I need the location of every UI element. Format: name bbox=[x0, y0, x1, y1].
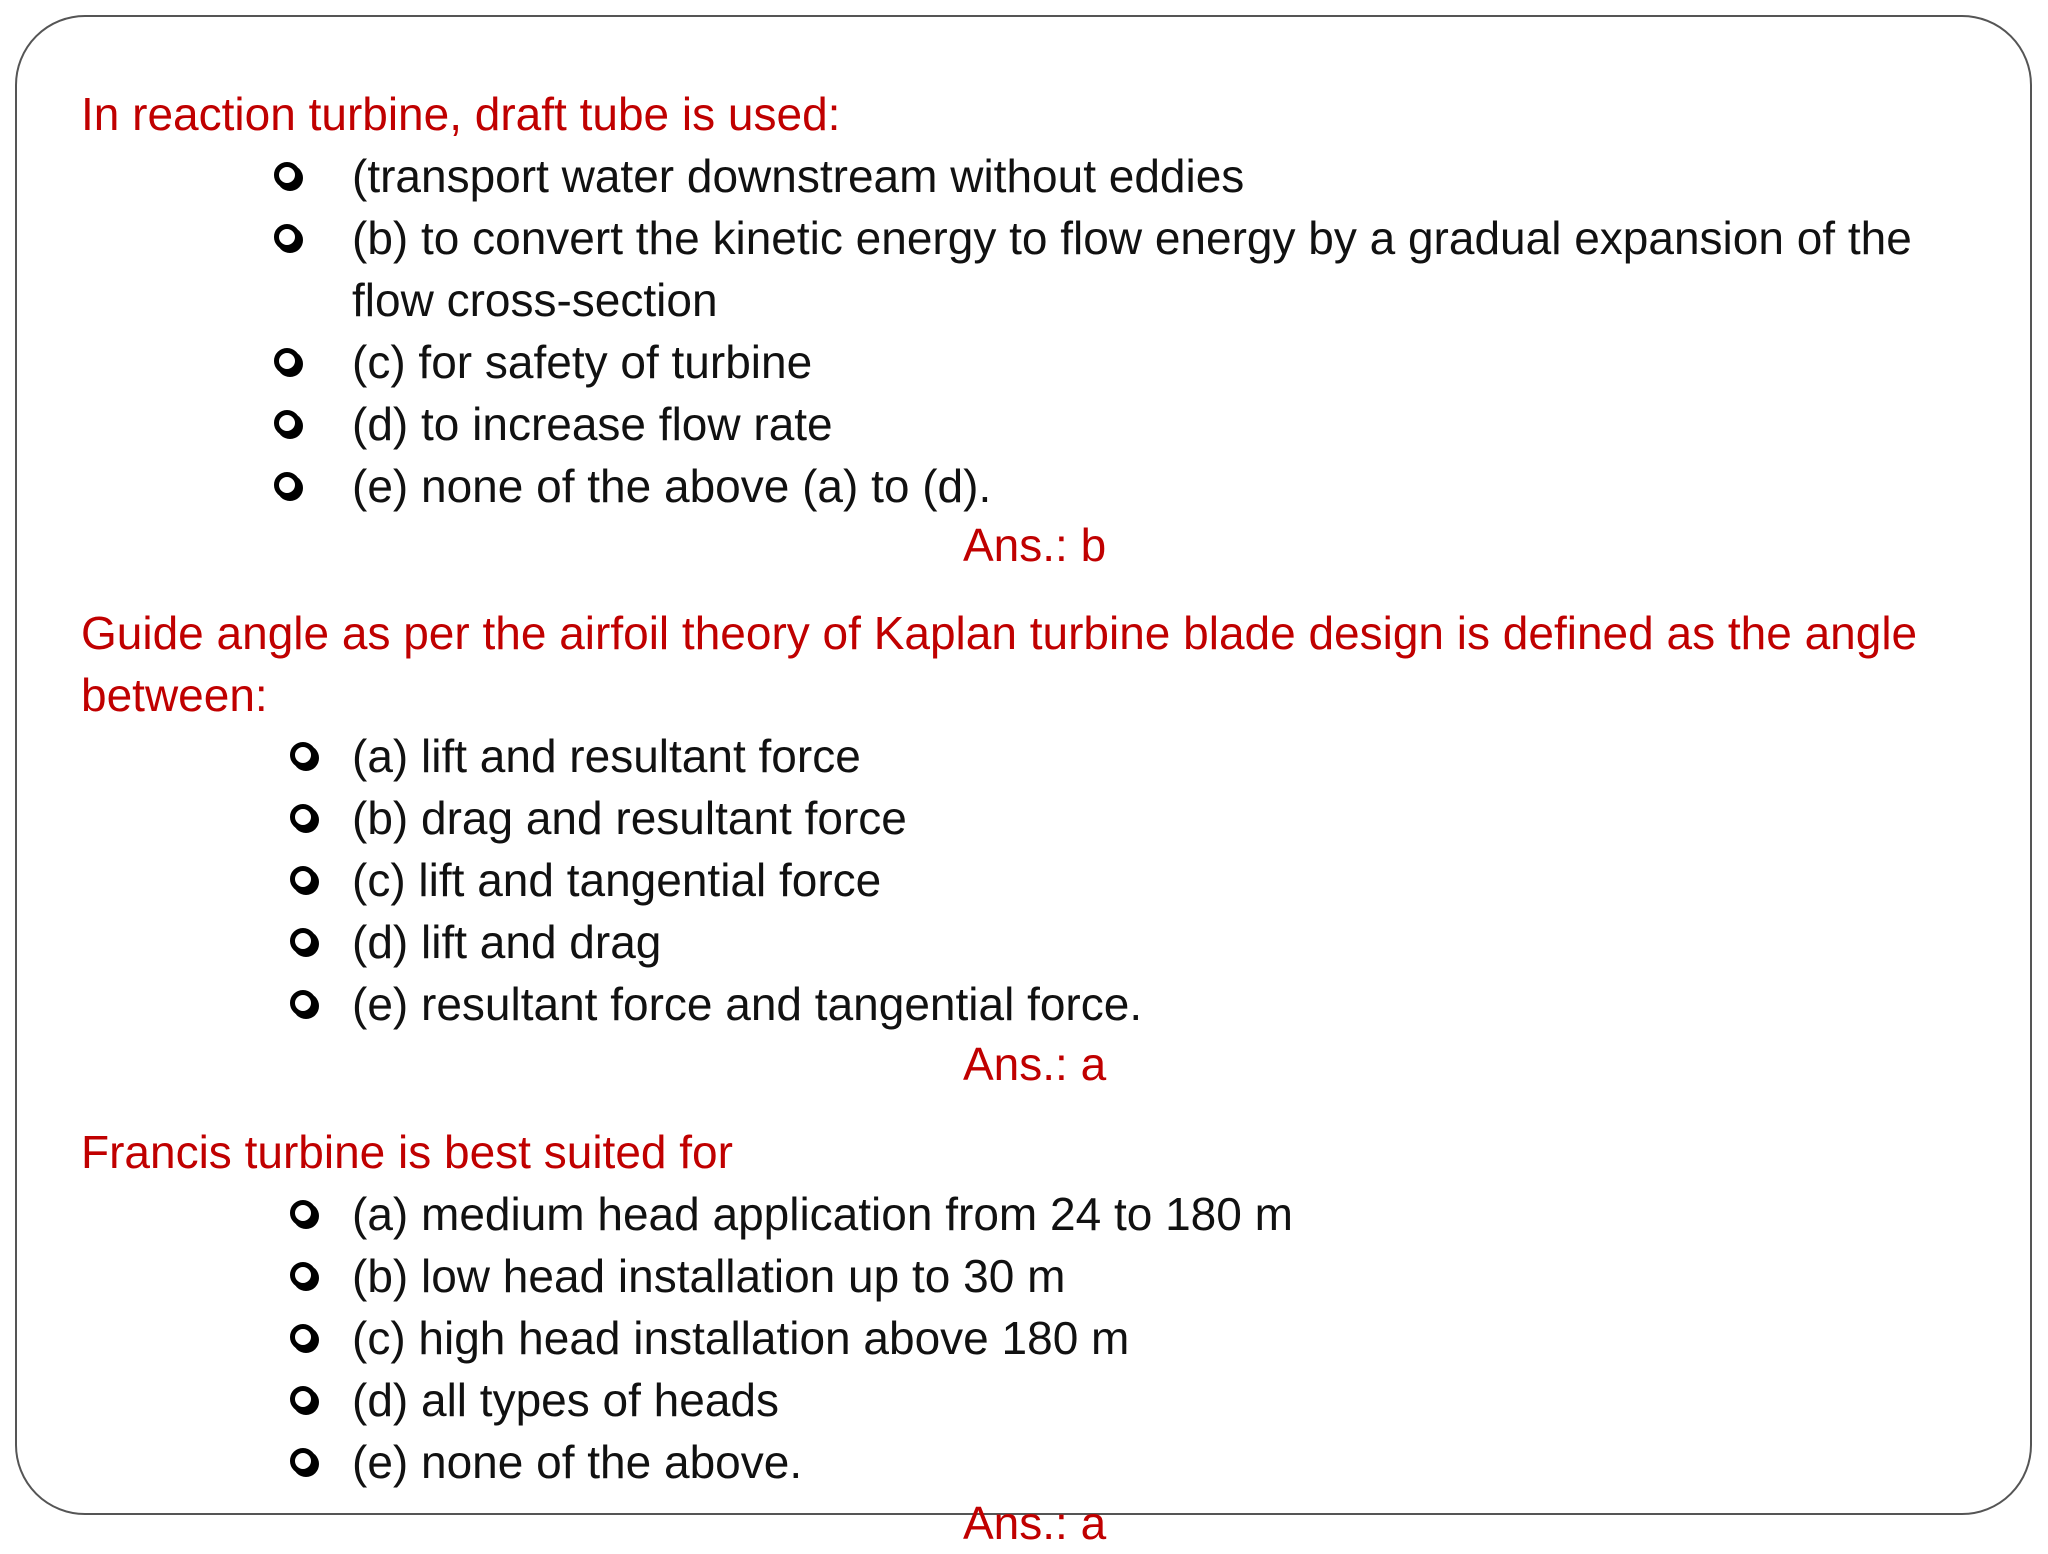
bullet-icon bbox=[290, 1386, 316, 1412]
question-1-options bbox=[17, 145, 2017, 517]
question-3-options bbox=[17, 1183, 2017, 1493]
option-item bbox=[17, 725, 2017, 787]
option-text: (a) lift and resultant force bbox=[352, 730, 861, 782]
option-item bbox=[17, 1307, 2017, 1369]
bullet-icon bbox=[290, 990, 316, 1016]
bullet-icon bbox=[290, 928, 316, 954]
bullet-icon bbox=[274, 410, 300, 436]
option-item bbox=[17, 1245, 2017, 1307]
option-item bbox=[17, 1431, 2017, 1493]
option-item bbox=[17, 787, 2017, 849]
bullet-icon bbox=[290, 1448, 316, 1474]
option-text: (transport water downstream without eddies bbox=[352, 150, 1245, 202]
question-2-options bbox=[17, 725, 2017, 1035]
bullet-icon bbox=[290, 1324, 316, 1350]
option-item bbox=[17, 849, 2017, 911]
question-2-answer: Ans.: a bbox=[963, 1038, 1107, 1090]
option-item bbox=[17, 1183, 2017, 1245]
option-item bbox=[17, 911, 2017, 973]
bullet-icon bbox=[290, 1262, 316, 1288]
question-2-text: Guide angle as per the airfoil theory of Kaplan turbine blade design is defined as the angle between: bbox=[81, 607, 1918, 721]
option-text: (e) none of the above. bbox=[352, 1436, 803, 1488]
bullet-icon bbox=[274, 162, 300, 188]
option-text: (b) low head installation up to 30 m bbox=[352, 1250, 1066, 1302]
option-item bbox=[17, 331, 2017, 393]
option-item bbox=[17, 207, 2017, 331]
option-item bbox=[17, 455, 2017, 517]
option-item bbox=[17, 973, 2017, 1035]
option-text: (c) high head installation above 180 m bbox=[352, 1312, 1130, 1364]
slide-frame bbox=[15, 15, 2032, 1549]
bullet-icon bbox=[290, 1200, 316, 1226]
bullet-icon bbox=[290, 866, 316, 892]
option-text: (d) all types of heads bbox=[352, 1374, 780, 1426]
option-item bbox=[17, 393, 2017, 455]
bullet-icon bbox=[274, 224, 300, 250]
option-text: (e) resultant force and tangential force. bbox=[352, 978, 1143, 1030]
bullet-icon bbox=[274, 472, 300, 498]
option-text: (d) to increase flow rate bbox=[352, 398, 833, 450]
bullet-icon bbox=[290, 804, 316, 830]
option-item bbox=[17, 1369, 2017, 1431]
option-text: (c) for safety of turbine bbox=[352, 336, 813, 388]
option-text: (d) lift and drag bbox=[352, 916, 662, 968]
option-item bbox=[17, 145, 2017, 207]
bullet-icon bbox=[290, 742, 316, 768]
question-3-answer: Ans.: a bbox=[963, 1497, 1107, 1549]
option-text: (e) none of the above (a) to (d). bbox=[352, 460, 992, 512]
bullet-icon bbox=[274, 348, 300, 374]
option-text: (c) lift and tangential force bbox=[352, 854, 882, 906]
option-text: (a) medium head application from 24 to 180 m bbox=[352, 1188, 1293, 1240]
option-text: (b) to convert the kinetic energy to flow energy by a gradual expansion of the flow cross-section bbox=[352, 212, 1912, 326]
question-3-text: Francis turbine is best suited for bbox=[81, 1126, 733, 1178]
question-1-answer: Ans.: b bbox=[963, 519, 1107, 571]
option-text: (b) drag and resultant force bbox=[352, 792, 907, 844]
question-1-text: In reaction turbine, draft tube is used: bbox=[81, 88, 841, 140]
